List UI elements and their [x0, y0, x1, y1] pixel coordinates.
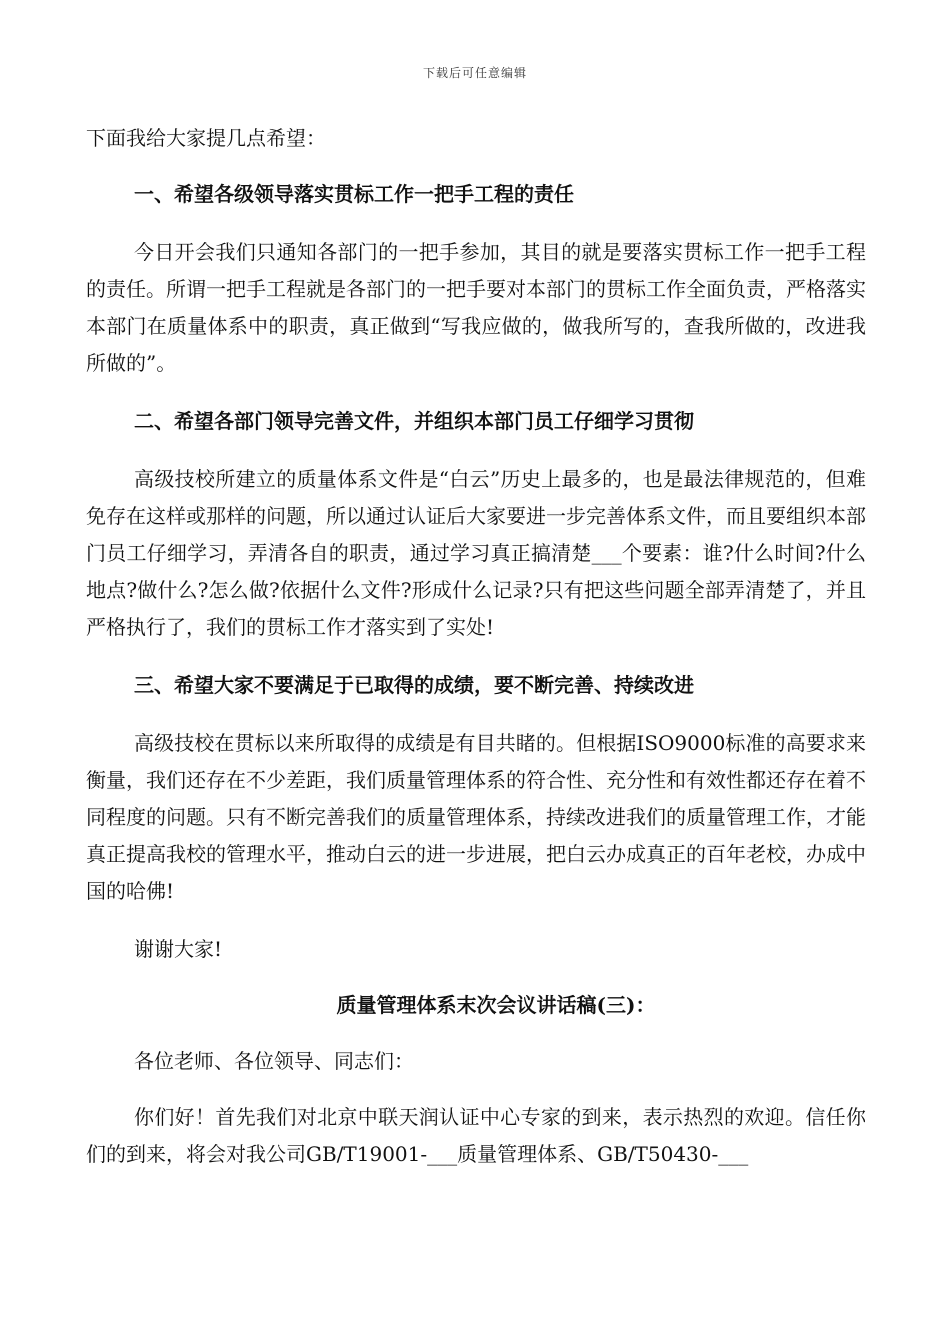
opening-paragraph: 你们好！首先我们对北京中联天润认证中心专家的到来，表示热烈的欢迎。信任你们的到来，将会对我公司GB/T19001-___质量管理体系、GB/T50430-___: [86, 1105, 866, 1166]
section-heading-2: 二、希望各部门领导完善文件，并组织本部门员工仔细学习贯彻: [134, 409, 694, 433]
section-heading-3: 三、希望大家不要满足于已取得的成绩，要不断完善、持续改进: [134, 673, 694, 697]
section-paragraph-1: 今日开会我们只通知各部门的一把手参加，其目的就是要落实贯标工作一把手工程的责任。所谓一把手工程就是各部门的一把手要对本部门的贯标工作全面负责，严格落实本部门在质量体系中的职责，真正做到“写我应做的，做我所写的，查我所做的，改进我所做的”。: [86, 240, 866, 375]
document-body: [86, 120, 866, 1173]
salutation: 各位老师、各位领导、同志们：: [134, 1049, 414, 1073]
speech-title: 质量管理体系末次会议讲话稿(三)：: [336, 993, 656, 1017]
intro-paragraph: 下面我给大家提几点希望：: [86, 126, 326, 150]
closing-thanks: 谢谢大家!: [134, 937, 223, 961]
section-paragraph-2: 高级技校所建立的质量体系文件是“白云”历史上最多的，也是最法律规范的，但难免存在这样或那样的问题，所以通过认证后大家要进一步完善体系文件，而且要组织本部门员工仔细学习，弄清各自的职责，通过学习真正搞清楚___个要素：谁?什么时间?什么地点?做什么?怎么做?依据什么文件?形成什么记录?只有把这些问题全部弄清楚了，并且严格执行了，我们的贯标工作才落实到了实处!: [86, 467, 866, 639]
section-heading-1: 一、希望各级领导落实贯标工作一把手工程的责任: [134, 182, 574, 206]
page-header: 下载后可任意编辑: [422, 66, 527, 80]
section-paragraph-3: 高级技校在贯标以来所取得的成绩是有目共睹的。但根据ISO9000标准的高要求来衡量，我们还存在不少差距，我们质量管理体系的符合性、充分性和有效性都还存在着不同程度的问题。只有不断完善我们的质量管理体系，持续改进我们的质量管理工作，才能真正提高我校的管理水平，推动白云的进一步进展，把白云办成真正的百年老校，办成中国的哈佛!: [86, 731, 866, 903]
